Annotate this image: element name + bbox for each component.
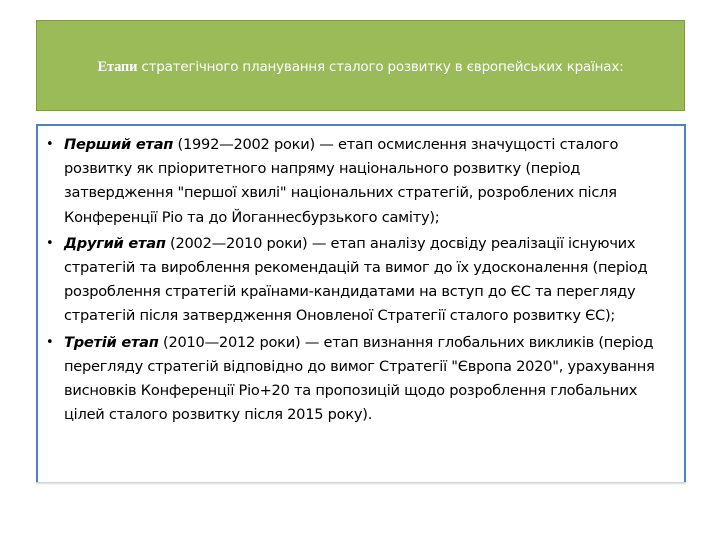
stage-description: (1992—2002 роки) — етап осмислення значущості сталого розвитку як пріоритетного напряму національного розвитку (період затвердження "першої хвилі" національних стратегій, розроблених після Конференції Ріо та до Йоганнесбурзького саміту); <box>64 136 619 226</box>
title-banner <box>36 20 685 111</box>
stage-description: (2002—2010 роки) — етап аналізу досвіду реалізації існуючих стратегій та вироблення рекомендацій та вимог до їх удосконалення (період розроблення стратегій країнами-кандидатами на вступ до ЄС та перегляду стратегій після затвердження Оновленої Стратегії сталого розвитку ЄС); <box>64 234 648 325</box>
slide-title <box>98 59 624 76</box>
stages-list <box>46 133 681 429</box>
content-panel <box>36 124 686 484</box>
stage-name: Третій етап <box>64 333 159 351</box>
bullet-icon: • <box>46 334 54 350</box>
stage-name: Перший етап <box>64 136 174 153</box>
slide-title-strong: Етапи <box>97 59 138 75</box>
panel-shadow <box>36 482 686 485</box>
bullet-icon: • <box>46 137 54 152</box>
slide-title-rest: стратегічного планування сталого розвитку в європейських країнах: <box>137 59 624 75</box>
bullet-icon: • <box>46 235 54 251</box>
list-item <box>46 331 681 428</box>
list-item <box>46 232 681 329</box>
stage-description: (2010—2012 роки) — етап визнання глобальних викликів (період перегляду стратегій відповідно до вимог Стратегії "Європа 2020", урахування висновків Конференції Ріо+20 та пропозицій щодо розроблення глобальних цілей сталого розвитку після 2015 року). <box>64 333 655 424</box>
list-item <box>46 133 681 230</box>
stage-name: Другий етап <box>64 234 166 252</box>
